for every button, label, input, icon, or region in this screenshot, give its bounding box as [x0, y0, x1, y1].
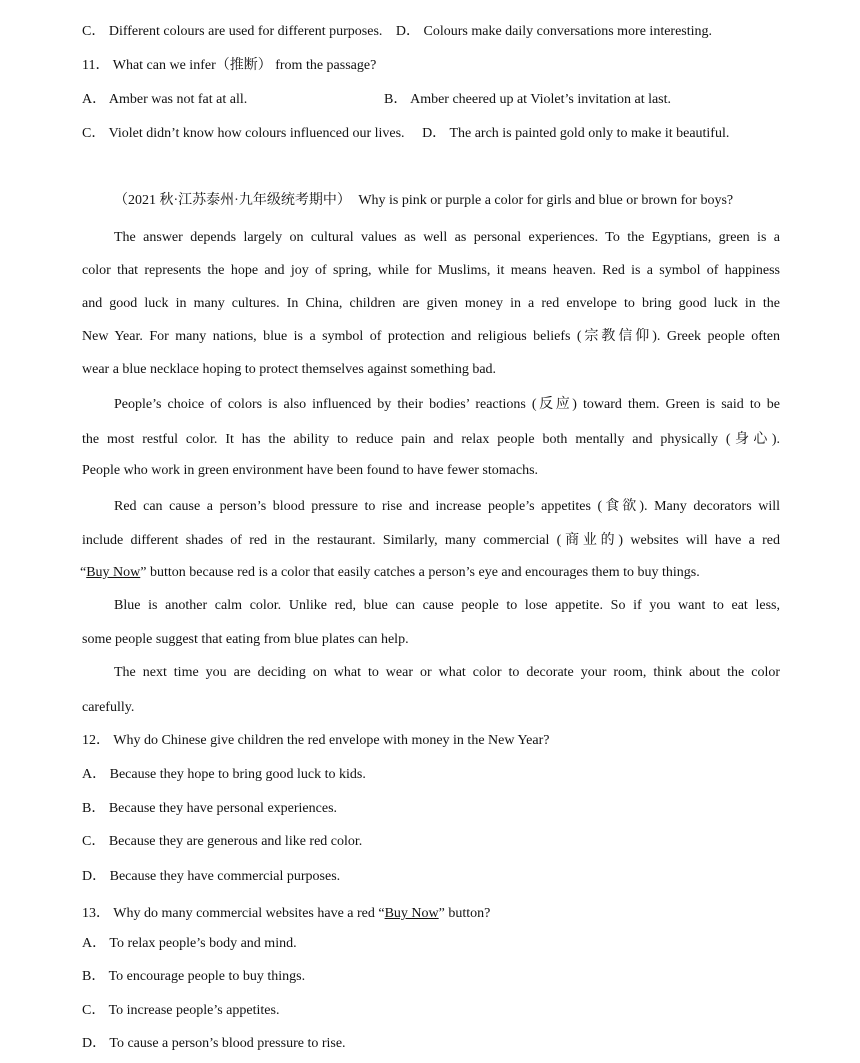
q11-options-cd-row: [82, 125, 729, 143]
q12-stem-text: Why do Chinese give children the red envelope with money in the New Year?: [113, 733, 550, 748]
p3-line-2: include different shades of red in the restaurant. Similarly, many commercial (商业的) websites will have a red: [82, 533, 780, 548]
q11-option-c-label: C．: [82, 126, 106, 141]
p2-line-2: the most restful color. It has the ability to reduce pain and relax people both mentally and physically (身心).: [82, 432, 780, 447]
passage-source: （2021 秋·江苏泰州·九年级统考期中）: [114, 193, 351, 208]
q12-option-d-label: D．: [82, 869, 107, 884]
q13-option-c: [82, 1002, 279, 1020]
p1-line-2: color that represents the hope and joy of spring, while for Muslims, it means heaven. Red is a symbol of happiness: [82, 263, 780, 278]
q12-option-c: [82, 833, 362, 851]
passage-header: [114, 192, 733, 210]
q12-option-b-text: Because they have personal experiences.: [108, 801, 338, 816]
q13-option-a-label: A．: [82, 936, 107, 951]
q11-option-c-text: Violet didn’t know how colours influenced our lives.: [108, 126, 405, 141]
q13-number: 13．: [82, 906, 110, 921]
p3-line-1: Red can cause a person’s blood pressure to rise and increase people’s appetites (食欲). Many decorators will: [114, 499, 780, 514]
q12-option-c-text: Because they are generous and like red color.: [108, 834, 363, 849]
q11-option-a-label: A．: [82, 92, 107, 107]
q11-option-d-text: The arch is painted gold only to make it beautiful.: [449, 126, 730, 141]
q13-option-d-text: To cause a person’s blood pressure to rise.: [109, 1036, 346, 1051]
q11-option-b-label: B．: [384, 92, 408, 107]
q11-option-b: [384, 91, 671, 109]
q13-stem-after: ” button?: [438, 906, 491, 921]
q12-option-d-text: Because they have commercial purposes.: [109, 869, 341, 884]
q12-option-a: [82, 766, 366, 784]
q10-options-row: [82, 23, 712, 41]
p5-line-1: The next time you are deciding on what to wear or what color to decorate your room, think about the color: [114, 665, 780, 680]
q11-stem: [82, 57, 376, 75]
q13-buy-now-text: Buy Now: [384, 906, 439, 921]
p1-line-4: New Year. For many nations, blue is a symbol of protection and religious beliefs (宗教信仰). Greek people often: [82, 329, 780, 344]
q12-stem: [82, 732, 549, 750]
q13-option-b-text: To encourage people to buy things.: [108, 969, 306, 984]
p4-line-2: some people suggest that eating from blue plates can help.: [82, 632, 409, 647]
q13-option-a-text: To relax people’s body and mind.: [109, 936, 297, 951]
q11-stem-text: What can we infer（推断） from the passage?: [112, 58, 377, 73]
q13-option-d: [82, 1035, 346, 1053]
passage-title: Why is pink or purple a color for girls and blue or brown for boys?: [358, 193, 734, 208]
q13-option-d-label: D．: [82, 1036, 107, 1051]
q13-option-c-label: C．: [82, 1003, 106, 1018]
p1-line-5: wear a blue necklace hoping to protect themselves against something bad.: [82, 362, 497, 377]
q11-number: 11．: [82, 58, 110, 73]
p3-line-3-rest: ” button because red is a color that easily catches a person’s eye and encourages them to buy things.: [140, 565, 700, 580]
p2-line-1: People’s choice of colors is also influenced by their bodies’ reactions (反应) toward them. Green is said to be: [114, 397, 780, 412]
q11-option-b-text: Amber cheered up at Violet’s invitation at last.: [410, 92, 672, 107]
p3-buy-now-text: Buy Now: [86, 565, 141, 580]
p1-line-3: and good luck in many cultures. In China, children are given money in a red envelope to bring good luck in the: [82, 296, 780, 311]
q13-option-c-text: To increase people’s appetites.: [108, 1003, 280, 1018]
q11-option-a: [82, 91, 247, 109]
q13-stem: [82, 905, 490, 923]
q11-option-d-label: D．: [422, 126, 447, 141]
p2-line-3: People who work in green environment have been found to have fewer stomachs.: [82, 463, 539, 478]
p1-line-1: The answer depends largely on cultural values as well as personal experiences. To the Egyptians, green is a: [114, 230, 780, 245]
q13-option-a: [82, 935, 297, 953]
q12-option-b-label: B．: [82, 801, 106, 816]
q12-option-d: [82, 868, 340, 886]
q12-number: 12．: [82, 733, 110, 748]
p3-line-3: [80, 564, 700, 582]
q12-option-c-label: C．: [82, 834, 106, 849]
q12-option-b: [82, 800, 337, 818]
p5-line-2: carefully.: [82, 700, 135, 715]
q10-option-d-label: D．: [395, 24, 421, 39]
q13-stem-before: Why do many commercial websites have a red “: [113, 906, 385, 921]
p4-line-1: Blue is another calm color. Unlike red, blue can cause people to lose appetite. So if you want to eat less,: [114, 598, 780, 613]
q11-option-a-text: Amber was not fat at all.: [108, 92, 248, 107]
q10-option-c-text: Different colours are used for different purposes.: [108, 24, 383, 39]
q12-option-a-label: A．: [82, 767, 107, 782]
q13-option-b-label: B．: [82, 969, 106, 984]
q10-option-c-label: C．: [82, 24, 106, 39]
q13-option-b: [82, 968, 305, 986]
q12-option-a-text: Because they hope to bring good luck to kids.: [109, 767, 366, 782]
q10-option-d-text: Colours make daily conversations more interesting.: [423, 24, 713, 39]
p3-open-quote: “: [80, 565, 87, 580]
